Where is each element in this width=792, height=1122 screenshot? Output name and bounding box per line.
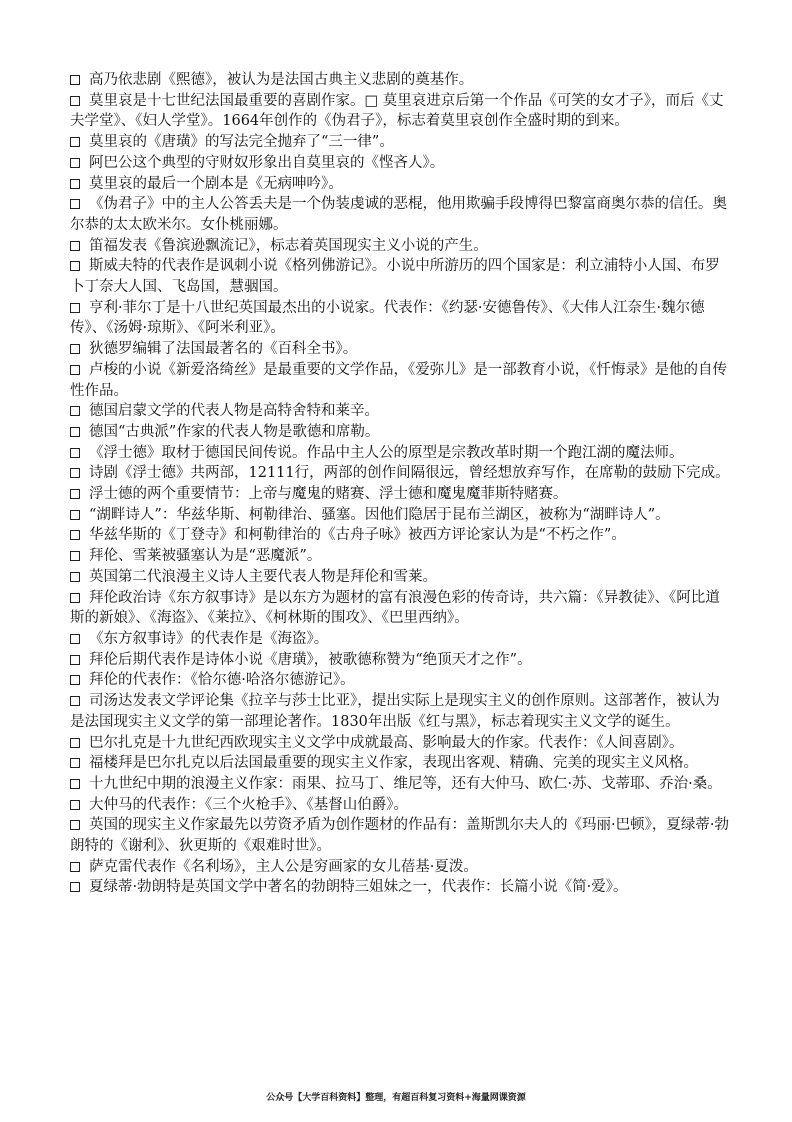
list-item [70, 525, 730, 546]
list-item [70, 691, 730, 732]
entry-text: 莫里哀的最后一个剧本是《无病呻吟》。 [89, 175, 343, 192]
checkbox-icon [70, 634, 80, 644]
entry-text: 莫里哀的《唐璜》的写法完全抛弃了“三一律”。 [89, 134, 394, 151]
entry-list [70, 70, 730, 898]
checkbox-icon [70, 261, 80, 271]
entry-text: 福楼拜是巴尔扎克以后法国最重要的现实主义作家，表现出客观、精确、完美的现实主义风格。 [89, 755, 698, 772]
entry-text: 巴尔扎克是十九世纪西欧现实主义文学中成就最高、影响最大的作家。代表作：《人间喜剧》。 [89, 734, 684, 751]
checkbox-icon [70, 820, 80, 830]
checkbox-icon [70, 593, 80, 603]
entry-text: 笛福发表《鲁滨逊飘流记》，标志着英国现实主义小说的产生。 [89, 237, 488, 254]
list-item [70, 815, 730, 856]
entry-text: 拜伦后期代表作是诗体小说《唐璜》，被歌德称赞为“绝顶天才之作”。 [89, 651, 532, 668]
entry-text: 高乃依悲剧《熙德》，被认为是法国古典主义悲剧的奠基作。 [89, 72, 474, 88]
checkbox-icon [70, 738, 80, 748]
checkbox-icon [70, 696, 80, 706]
entry-text: 亨利·菲尔丁是十八世纪英国最杰出的小说家。代表作：《约瑟·安德鲁传》、《大伟人江奈生·魏尔德传》、《汤姆·琼斯》、《阿米利亚》。 [70, 299, 705, 337]
checkbox-icon [70, 655, 80, 665]
checkbox-icon [70, 468, 80, 478]
checkbox-icon [70, 551, 80, 561]
list-item [70, 484, 730, 505]
entry-text: 莫里哀是十七世纪法国最重要的喜剧作家。□ 莫里哀进京后第一个作品《可笑的女才子》，而后《丈夫学堂》、《妇人学堂》。1664年创作的《伪君子》，标志着莫里哀创作全盛时期的到来。 [70, 92, 724, 130]
list-item [70, 194, 730, 235]
entry-text: “湖畔诗人”：华兹华斯、柯勒律治、骚塞。因他们隐居于昆布兰湖区，被称为“湖畔诗人”。 [89, 506, 670, 523]
entry-text: 卢梭的小说《新爱洛绮丝》是最重要的文学作品，《爱弥儿》是一部教育小说，《忏悔录》是他的自传性作品。 [70, 361, 727, 399]
checkbox-icon [70, 303, 80, 313]
checkbox-icon [70, 882, 80, 892]
checkbox-icon [70, 530, 80, 540]
entry-text: 狄德罗编辑了法国最著名的《百科全书》。 [89, 341, 358, 358]
list-item [70, 360, 730, 401]
list-item [70, 153, 730, 174]
list-item [70, 795, 730, 816]
checkbox-icon [70, 675, 80, 685]
entry-text: 阿巴公这个典型的守财奴形象出自莫里哀的《悭吝人》。 [89, 154, 445, 171]
list-item [70, 174, 730, 195]
entry-text: 德国“古典派”作家的代表人物是歌德和席勒。 [89, 423, 380, 440]
checkbox-icon [70, 448, 80, 458]
list-item [70, 670, 730, 691]
checkbox-icon [70, 427, 80, 437]
list-item [70, 463, 730, 484]
checkbox-icon [70, 344, 80, 354]
entry-text: 《伪君子》中的主人公答丢夫是一个伪装虔诚的恶棍，他用欺骗手段博得巴黎富商奥尔恭的信任。奥尔恭的太太欧米尔。女仆桃丽娜。 [70, 196, 727, 233]
entry-text: 德国启蒙文学的代表人物是高特舍特和莱辛。 [89, 403, 379, 420]
checkbox-icon [70, 75, 80, 85]
checkbox-icon [70, 572, 80, 582]
list-item [70, 650, 730, 671]
list-item [70, 546, 730, 567]
checkbox-icon [70, 489, 80, 499]
checkbox-icon [70, 137, 80, 147]
list-item [70, 256, 730, 297]
list-item [70, 70, 730, 91]
entry-text: 诗剧《浮士德》共两部，12111行，两部的创作间隔很远，曾经想放弃写作，在席勒的鼓励下完成。 [89, 465, 730, 482]
checkbox-icon [70, 241, 80, 251]
entry-text: 英国第二代浪漫主义诗人主要代表人物是拜伦和雪莱。 [89, 568, 437, 585]
checkbox-icon [70, 862, 80, 872]
list-item [70, 339, 730, 360]
list-item [70, 91, 730, 132]
checkbox-icon [70, 365, 80, 375]
checkbox-icon [70, 96, 80, 106]
checkbox-icon [70, 800, 80, 810]
entry-text: 《东方叙事诗》的代表作是《海盗》。 [89, 630, 329, 647]
entry-text: 十九世纪中期的浪漫主义作家：雨果、拉马丁、维尼等，还有大仲马、欧仁·苏、戈蒂耶、乔治·桑。 [89, 775, 722, 792]
list-item [70, 505, 730, 526]
list-item [70, 567, 730, 588]
entry-text: 英国的现实主义作家最先以劳资矛盾为创作题材的作品有：盖斯凯尔夫人的《玛丽·巴顿》，夏绿蒂·勃朗特的《谢利》、狄更斯的《艰难时世》。 [70, 817, 729, 855]
entry-text: 大仲马的代表作：《三个火枪手》、《基督山伯爵》。 [89, 796, 408, 813]
entry-text: 萨克雷代表作《名利场》，主人公是穷画家的女儿蓓基·夏泼。 [89, 858, 478, 875]
checkbox-icon [70, 406, 80, 416]
checkbox-icon [70, 779, 80, 789]
list-item [70, 588, 730, 629]
entry-text: 拜伦政治诗《东方叙事诗》是以东方为题材的富有浪漫色彩的传奇诗，共六篇：《异教徒》、《阿比道斯的新娘》、《海盗》、《莱拉》、《柯林斯的围攻》、《巴里西纳》。 [70, 589, 720, 627]
list-item [70, 774, 730, 795]
entry-text: 浮士德的两个重要情节：上帝与魔鬼的赌赛、浮士德和魔鬼魔菲斯特赌赛。 [89, 486, 568, 503]
list-item [70, 877, 730, 898]
list-item [70, 733, 730, 754]
list-item [70, 401, 730, 422]
list-item [70, 132, 730, 153]
checkbox-icon [70, 179, 80, 189]
list-item [70, 857, 730, 878]
list-item [70, 298, 730, 339]
entry-text: 拜伦的代表作：《恰尔德·哈洛尔德游记》。 [89, 672, 355, 689]
list-item [70, 443, 730, 464]
entry-text: 夏绿蒂·勃朗特是英国文学中著名的勃朗特三姐妹之一，代表作：长篇小说《简·爱》。 [89, 879, 628, 896]
entry-text: 华兹华斯的《丁登寺》和柯勒律治的《古舟子咏》被西方评论家认为是“不朽之作”。 [89, 527, 626, 544]
list-item [70, 629, 730, 650]
list-item [70, 753, 730, 774]
page-footer: 公众号【大学百科资料】整理，有超百科复习资料+海量网课资源 [266, 1093, 526, 1103]
checkbox-icon [70, 758, 80, 768]
entry-text: 拜伦、雪莱被骚塞认为是“恶魔派”。 [89, 548, 322, 565]
checkbox-icon [70, 510, 80, 520]
list-item [70, 236, 730, 257]
entry-text: 《浮士德》取材于德国民间传说。作品中主人公的原型是宗教改革时期一个跑江湖的魔法师。 [89, 444, 684, 461]
checkbox-icon [70, 158, 80, 168]
entry-text: 斯威夫特的代表作是讽刺小说《格列佛游记》。小说中所游历的四个国家是：利立浦特小人国、布罗卜丁奈大人国、飞岛国，慧骃国。 [70, 258, 720, 296]
list-item [70, 422, 730, 443]
checkbox-icon [70, 199, 80, 209]
entry-text: 司汤达发表文学评论集《拉辛与莎士比亚》，提出实际上是现实主义的创作原则。这部著作，被认为是法国现实主义文学的第一部理论著作。1830年出版《红与黑》，标志着现实主义文学的诞生。 [70, 693, 720, 730]
